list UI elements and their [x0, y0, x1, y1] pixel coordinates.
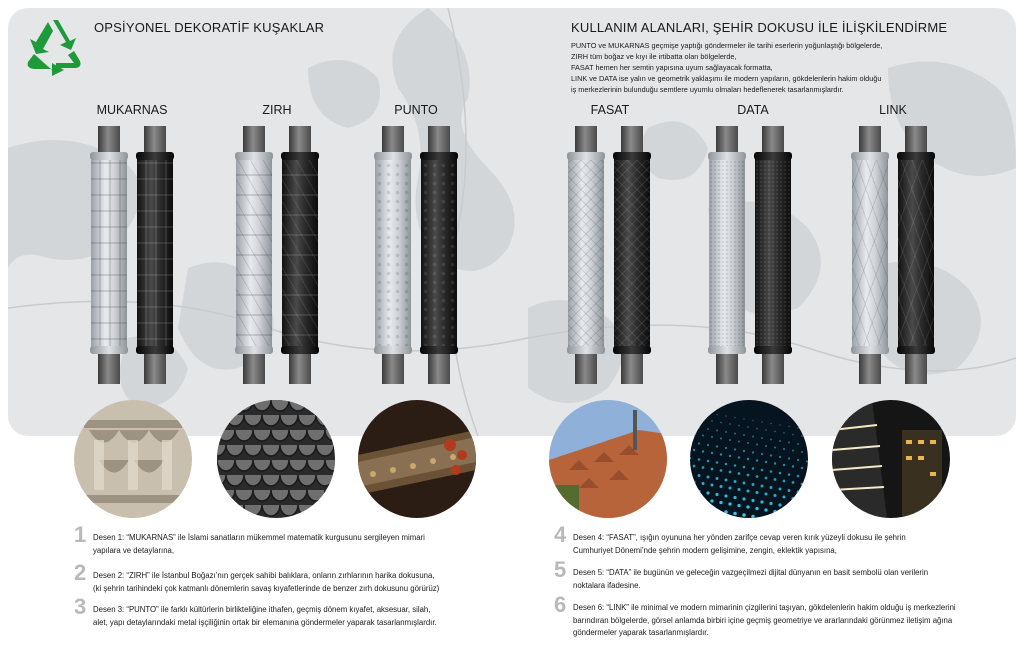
- photo-zirh-scales: [217, 400, 335, 518]
- pole-render-dark: [137, 126, 173, 384]
- photo-data-lights: [690, 400, 808, 518]
- description-number: 1: [74, 522, 87, 547]
- description-line: Desen 6: “LINK” ile minimal ve modern mimarinin çizgilerini taşıyan, gökdelenlerin hakim olduğu iş merkezlerini: [573, 603, 956, 612]
- intro-line: FASAT hemen her semtin yapısına uyum sağlayacak formatta,: [571, 63, 773, 72]
- pole-pair-fasat: [568, 126, 658, 384]
- recycle-icon: [22, 16, 84, 78]
- description-line: Desen 5: “DATA” ile bugünün ve geleceğin vazgeçilmezi dijital dünyanın en basit sembolü olan verilerin: [573, 568, 929, 577]
- pole-render-light: [709, 126, 745, 384]
- description-line: yapılara ve detaylarına,: [93, 545, 175, 555]
- pole-render-dark: [282, 126, 318, 384]
- intro-line: ZIRH tüm boğaz ve kıyı ile irtibatta olan bölgelerde,: [571, 52, 737, 61]
- pole-pair-mukarnas: [91, 126, 181, 384]
- pole-render-dark: [421, 126, 457, 384]
- description-number: 6: [554, 592, 567, 617]
- pole-render-dark: [614, 126, 650, 384]
- pole-pair-zirh: [236, 126, 326, 384]
- description-line: Desen 2: “ZIRH” ile İstanbul Boğazı’nın gerçek sahibi balıklara, onların zırhlarının harika dokusuna,: [93, 571, 435, 580]
- pattern-label-zirh: ZIRH: [262, 103, 292, 117]
- pattern-label-mukarnas: MUKARNAS: [96, 103, 168, 117]
- pole-render-light: [568, 126, 604, 384]
- pattern-label-punto: PUNTO: [394, 103, 438, 117]
- usage-intro-text: [571, 40, 991, 95]
- photo-punto-metalwork: [358, 400, 476, 518]
- description-number: 4: [554, 522, 567, 547]
- pole-pair-punto: [375, 126, 465, 384]
- description-line: alet, yapı detaylarındaki metal işçiliğinin ortak bir elemanına göndermeler yaparak tasarlanmışlardır.: [93, 617, 437, 627]
- pole-render-light: [852, 126, 888, 384]
- description-line: noktalara ifadesine.: [573, 580, 641, 590]
- pole-render-dark: [898, 126, 934, 384]
- section-title-usage-areas: KULLANIM ALANLARI, ŞEHİR DOKUSU İLE İLİŞKİLENDİRME: [571, 20, 948, 35]
- description-line: barındıran bölgelerde, görsel anlamda birbiri içine geçmiş geometriye ve ararlarındaki görünmez iletişim ağına: [573, 615, 953, 625]
- section-title-decorative-bands: OPSİYONEL DEKORATİF KUŞAKLAR: [94, 20, 325, 35]
- description-number: 3: [74, 594, 87, 619]
- photo-link-skyscrapers: [832, 400, 950, 518]
- intro-line: PUNTO ve MUKARNAS geçmişe yaptığı göndermeler ile tarihi eserlerin yoğunlaştığı bölgelerde,: [571, 41, 883, 50]
- pole-pair-data: [709, 126, 799, 384]
- description-line: Desen 4: “FASAT”, ışığın oyununa her yönden zarifçe cevap veren kırık yüzeyli dokusu ile şehrin: [573, 533, 906, 542]
- pole-render-light: [236, 126, 272, 384]
- pole-render-light: [91, 126, 127, 384]
- description-number: 5: [554, 557, 567, 582]
- intro-line: LINK ve DATA ise yalın ve geometrik yaklaşımı ile modern yapıların, gökdelenlerin hakim olduğu: [571, 74, 882, 83]
- intro-line: iş merkezlerinin bulunduğu semtlere uyumlu olmaları hedeflenerek tasarlanmışlardır.: [571, 85, 844, 94]
- description-line: Cumhuriyet Dönemi’nde şehrin modern gelişimine, zengin, eklektik yapısına,: [573, 545, 837, 555]
- description-number: 2: [74, 560, 87, 585]
- pole-render-light: [375, 126, 411, 384]
- pattern-label-fasat: FASAT: [590, 103, 630, 117]
- photo-fasat-building: [549, 400, 667, 518]
- description-line: Desen 1: “MUKARNAS” ile İslami sanatların mükemmel matematik kurgusunu sergileyen mimari: [93, 533, 425, 542]
- photo-mukarnas-detail: [74, 400, 192, 518]
- pole-render-dark: [755, 126, 791, 384]
- description-line: göndermeler yaparak tasarlanmışlardır.: [573, 628, 709, 637]
- pattern-label-link: LINK: [879, 103, 907, 117]
- pattern-label-data: DATA: [737, 103, 769, 117]
- description-line: Desen 3: “PUNTO” ile farklı kültürlerin birlikteliğine ithafen, geçmiş dönem kıyafet, aksesuar, silah,: [93, 605, 431, 614]
- description-line: (ki şehrin tarihindeki çok katmanlı dönemlerin savaş kıyafetlerinde de benzer zırh dokusunu görürüz): [93, 583, 440, 593]
- pole-pair-link: [852, 126, 942, 384]
